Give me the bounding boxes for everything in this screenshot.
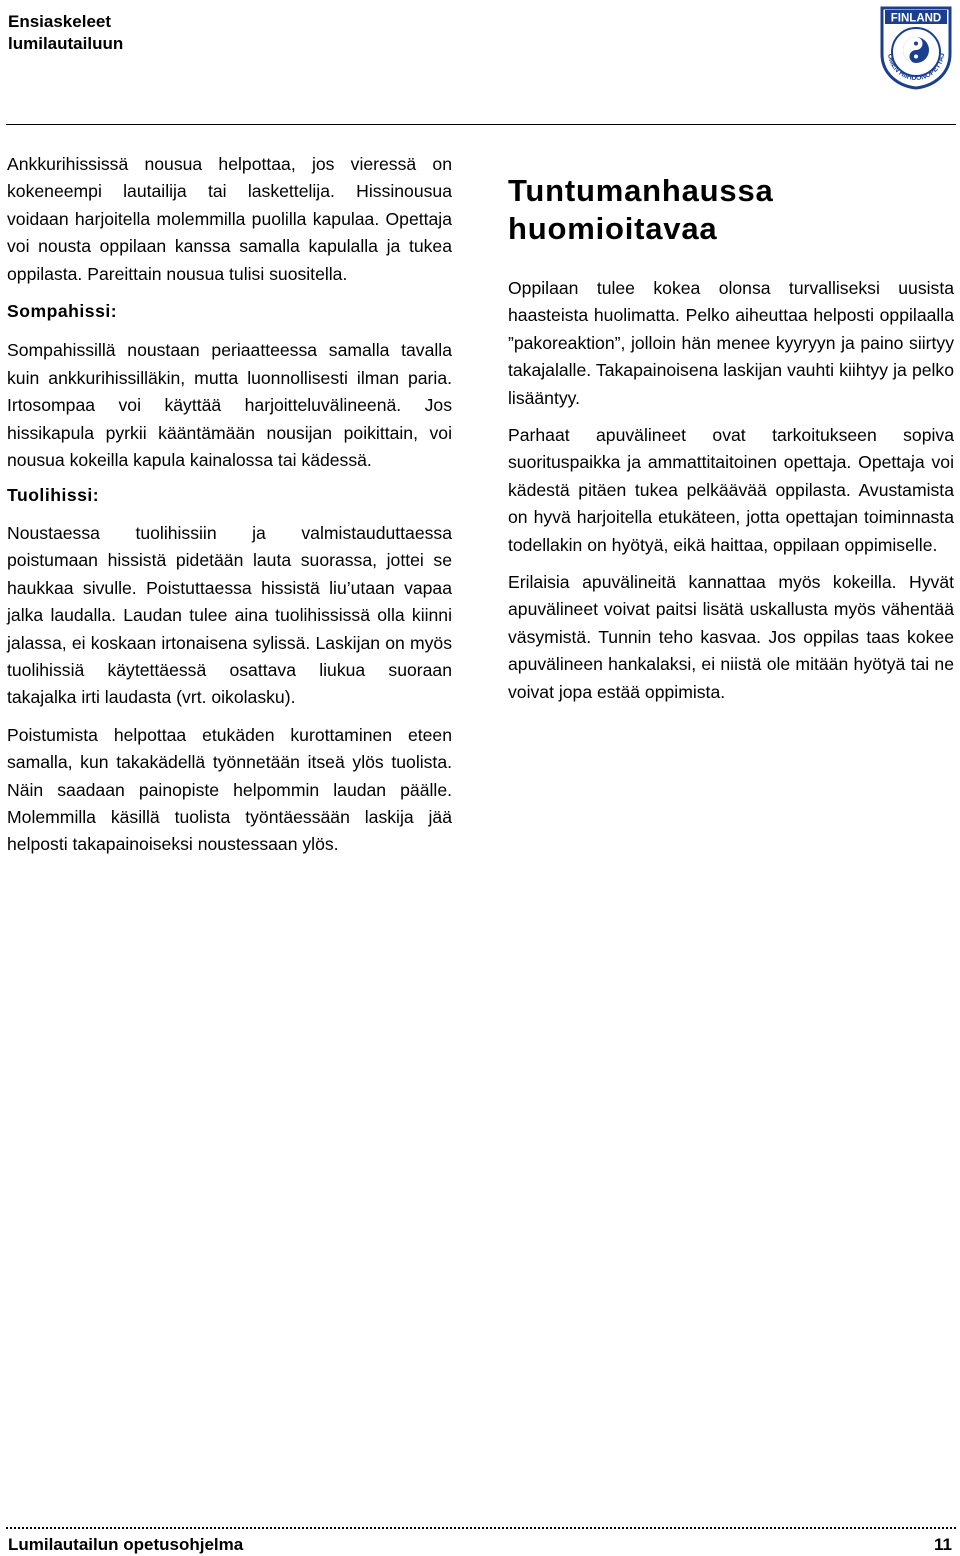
footer-title: Lumilautailun opetusohjelma [8, 1535, 244, 1554]
page-number: 11 [934, 1535, 952, 1554]
paragraph-tuolihissi: Noustaessa tuolihissiin ja valmistauduttaessa poistumaan hissistä pidetään lauta suorassa, jottei se haukkaa sivulle. Poistuttaessa hissistä liu’utaan vapaa jalka laudalla. Laudan tulee aina tuolihississä olla kiinni jalassa, ei koskaan irtonaisena sylissä. Laskijan on myös tuolihissiä käytettäessä osattava liukua suoraan takajalka irti laudasta (vrt. oikolasku). [7, 522, 452, 708]
section-title-line1: Tuntumanhaussa [508, 173, 774, 208]
paragraph-sompahissi: Sompahissillä noustaan periaatteessa samalla tavalla kuin ankkurihissilläkin, mutta luonnollisesti ilman paria. Irtosompaa voi käyttää harjoitteluvälineenä. Jos hissikapula pyrkii kääntämään nousijan poikittain, voi nousua kokeilla kapula kainalossa tai kädessä. [7, 340, 452, 471]
logo-top-text: FINLAND [890, 12, 942, 25]
logo-ring-text: OMEN HIIHDONOPETTAJ [885, 52, 947, 83]
right-column [508, 275, 954, 706]
paragraph-ankkurihissi: Ankkurihississä nousua helpottaa, jos vieressä on kokeneempi lautailija tai laskettelija. Hissinousua voidaan harjoitella molemmilla puolilla kapulaa. Opettaja voi nousta oppilaan kanssa samalla kapulalla ja tukea oppilasta. Pareittain nousua tulisi suositella. [7, 154, 452, 284]
yin-yang-skier-logo-icon [878, 4, 954, 90]
header-title-line1: Ensiaskeleet [8, 12, 112, 31]
paragraph-apuvalineet: Parhaat apuvälineet ovat tarkoitukseen sopiva suorituspaikka ja ammattitaitoinen opettaja. Opettaja voi kädestä pitäen tukea pelkäävää oppilasta. Avustamista on hyvä harjoitella etukäteen, jotta opettajan toiminnasta todellakin on hyötyä, eikä haittaa, oppilaan oppimiselle. [508, 425, 954, 555]
footer-divider [6, 1527, 956, 1529]
header-title-line2: lumilautailuun [8, 34, 124, 53]
paragraph-kokeilu: Erilaisia apuvälineitä kannattaa myös kokeilla. Hyvät apuvälineet voivat paitsi lisätä uskallusta myös vähentää väsymistä. Tunnin teho kasvaa. Jos oppilas taas kokee apuvälineen hankalaksi, ei niistä ole mitään hyötyä tai ne voivat jopa estää oppimista. [508, 572, 954, 702]
left-column [7, 151, 452, 859]
section-title-line2: huomioitavaa [508, 211, 718, 246]
paragraph-poistuminen: Poistumista helpottaa etukäden kurottaminen eteen samalla, kun takakädellä työnnetään itseä ylös tuolista. Näin saadaan painopiste helpommin laudan päälle. Molemmilla käsillä tuolista työntäessään laskija jää helposti takapainoiseksi noustessaan ylös. [7, 724, 452, 855]
section-title [508, 172, 954, 248]
paragraph-turvallisuus: Oppilaan tulee kokea olonsa turvalliseksi uusista haasteista huolimatta. Pelko aiheuttaa helposti oppilaalla ”pakoreaktion”, jolloin hän menee kyyryyn ja paino siirtyy takajalalle. Takapainoisena laskijan vauhti kiihtyy ja pelko lisääntyy. [508, 278, 954, 408]
heading-sompahissi: Sompahissi: [7, 301, 118, 322]
heading-tuolihissi: Tuolihissi: [7, 485, 100, 506]
header-divider [6, 124, 956, 125]
header-title [8, 11, 123, 55]
